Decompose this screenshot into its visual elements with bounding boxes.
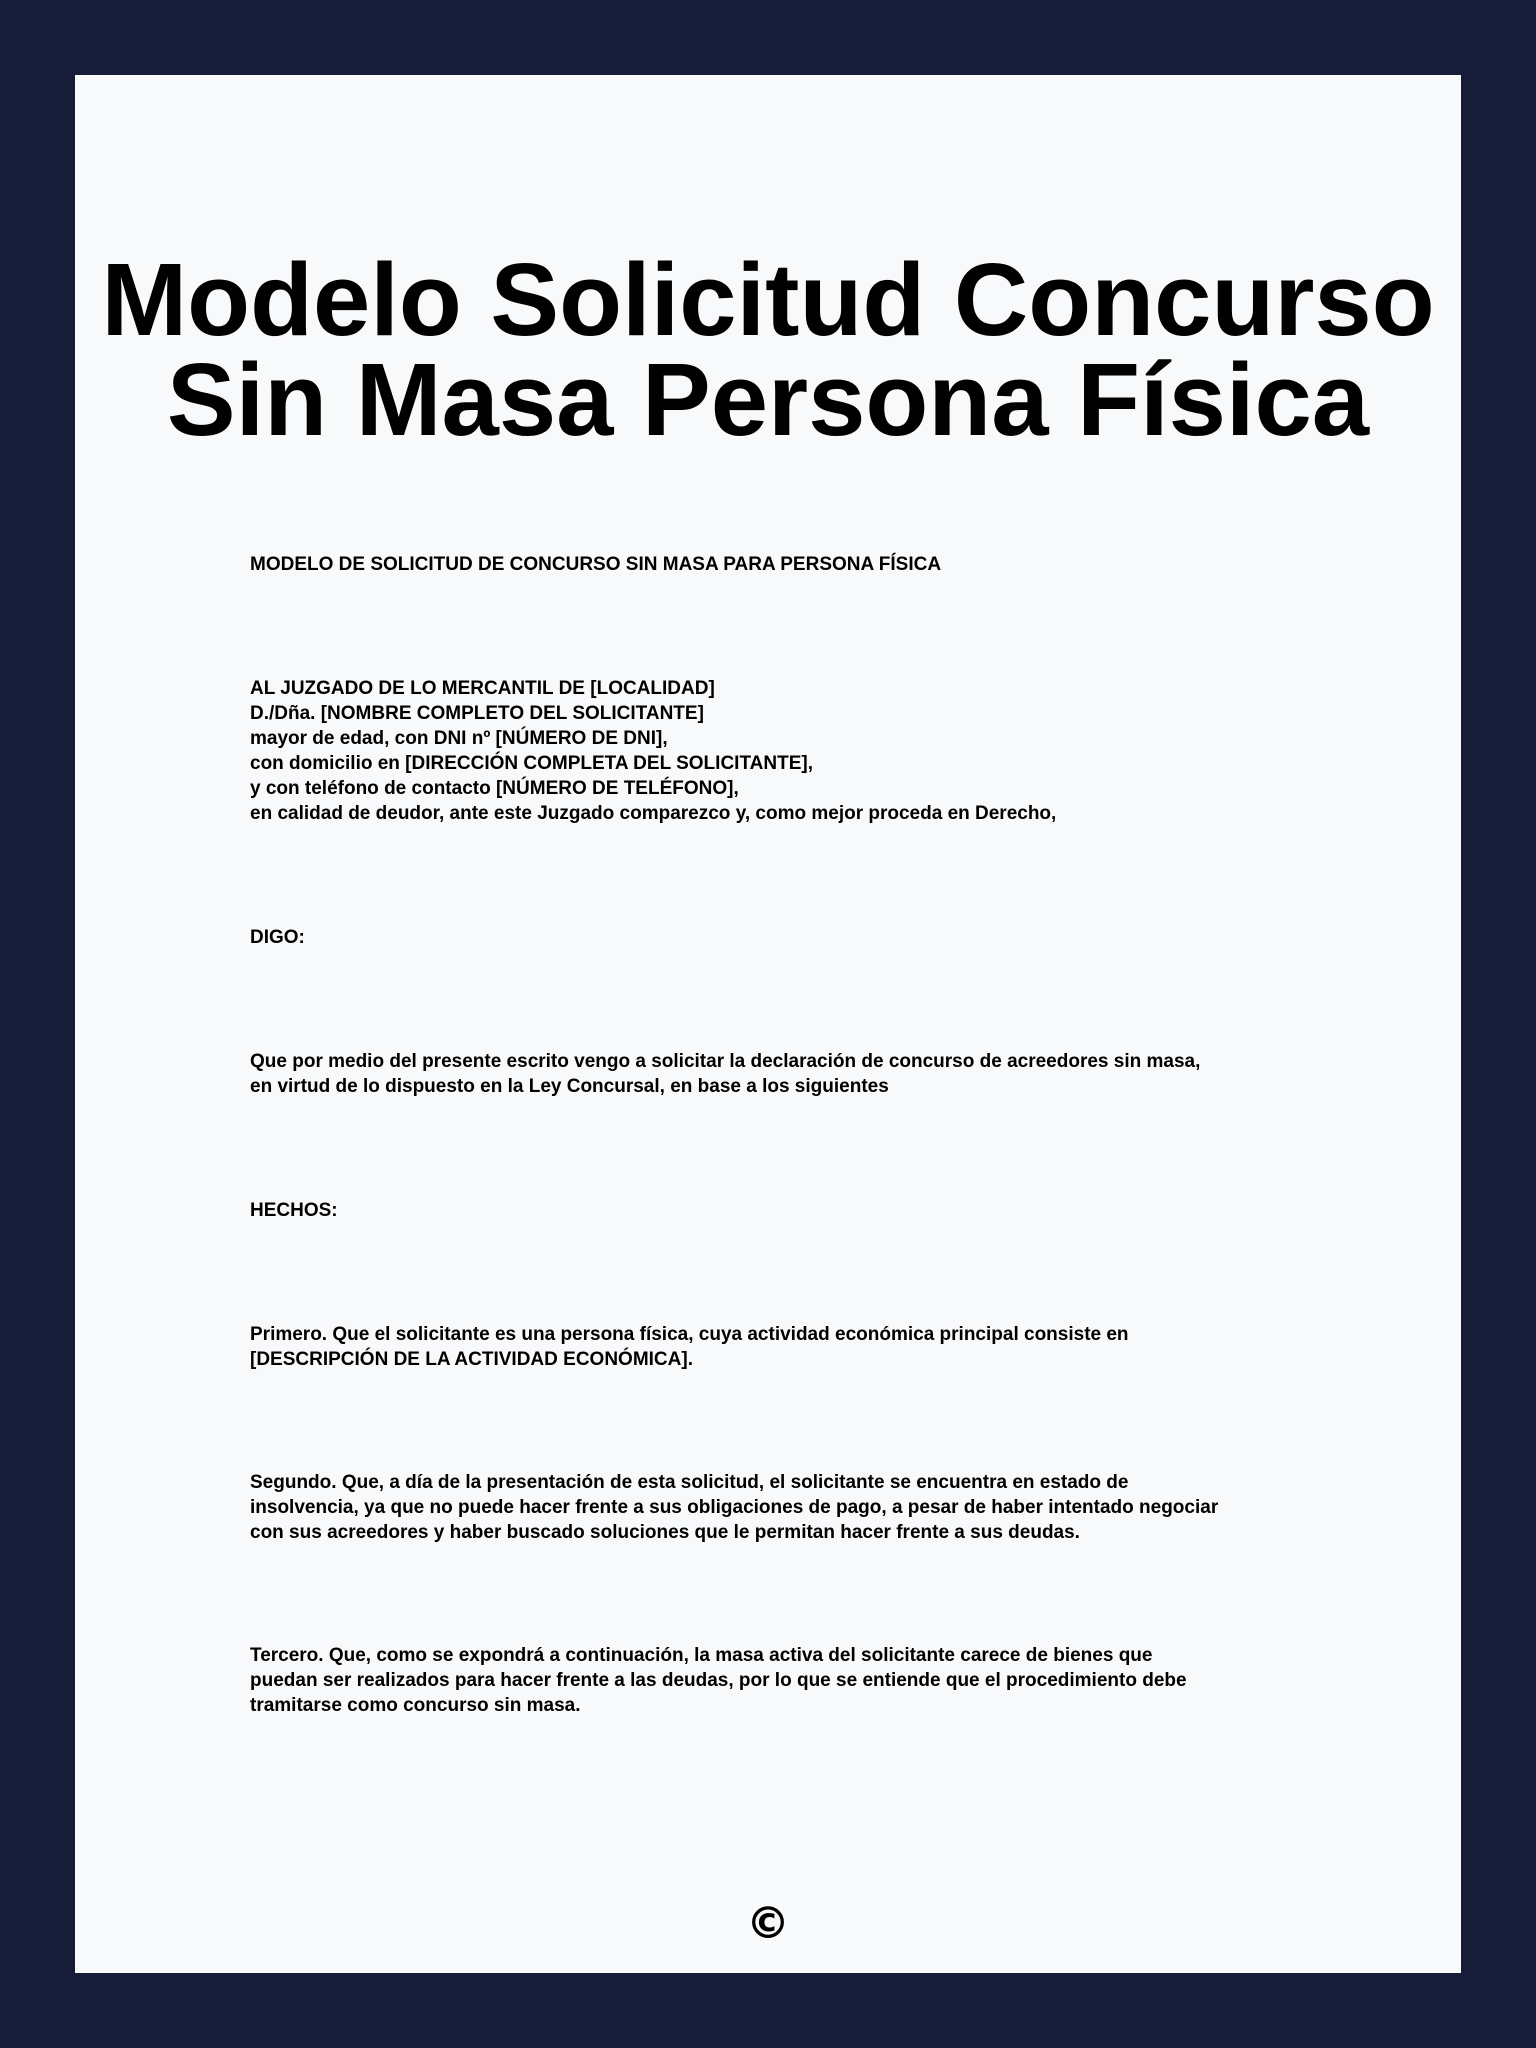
addressee-line: mayor de edad, con DNI nº [NÚMERO DE DNI], (250, 728, 668, 749)
document-title (75, 242, 1461, 457)
fact-primero (250, 1322, 1310, 1372)
document-heading (250, 552, 1310, 577)
digo-label (250, 925, 1310, 950)
fact-segundo-line: con sus acreedores y haber buscado soluciones que le permitan hacer frente a sus deudas. (250, 1522, 1080, 1543)
addressee-line: con domicilio en [DIRECCIÓN COMPLETA DEL SOLICITANTE], (250, 753, 813, 774)
request-line: Que por medio del presente escrito vengo a solicitar la declaración de concurso de acreedores sin masa, (250, 1051, 1201, 1072)
fact-tercero-line: Tercero. Que, como se expondrá a continuación, la masa activa del solicitante carece de bienes que (250, 1645, 1153, 1666)
addressee-block (250, 676, 1310, 826)
hechos-label-text: HECHOS: (250, 1200, 338, 1221)
request-line: en virtud de lo dispuesto en la Ley Concursal, en base a los siguientes (250, 1076, 889, 1097)
hechos-label (250, 1198, 1310, 1223)
document-page (75, 75, 1461, 1973)
fact-segundo-line: Segundo. Que, a día de la presentación de esta solicitud, el solicitante se encuentra en estado de (250, 1472, 1129, 1493)
addressee-line: D./Dña. [NOMBRE COMPLETO DEL SOLICITANTE] (250, 703, 704, 724)
fact-segundo-line: insolvencia, ya que no puede hacer frente a sus obligaciones de pago, a pesar de haber intentado negociar (250, 1497, 1219, 1518)
fact-tercero-line: puedan ser realizados para hacer frente a las deudas, por lo que se entiende que el procedimiento debe (250, 1670, 1187, 1691)
addressee-line: en calidad de deudor, ante este Juzgado comparezco y, como mejor proceda en Derecho, (250, 803, 1057, 824)
fact-segundo (250, 1470, 1310, 1545)
fact-tercero (250, 1643, 1310, 1718)
addressee-line: y con teléfono de contacto [NÚMERO DE TELÉFONO], (250, 778, 739, 799)
fact-primero-line: Primero. Que el solicitante es una persona física, cuya actividad económica principal consiste en (250, 1324, 1129, 1345)
document-title-line-1: Modelo Solicitud Concurso (101, 242, 1435, 357)
document-body (250, 552, 1310, 1718)
addressee-line: AL JUZGADO DE LO MERCANTIL DE [LOCALIDAD] (250, 678, 715, 699)
copyright-icon: © (746, 1898, 790, 1949)
fact-primero-line: [DESCRIPCIÓN DE LA ACTIVIDAD ECONÓMICA]. (250, 1349, 693, 1370)
fact-tercero-line: tramitarse como concurso sin masa. (250, 1695, 581, 1716)
document-heading-text: MODELO DE SOLICITUD DE CONCURSO SIN MASA PARA PERSONA FÍSICA (250, 554, 942, 575)
request-paragraph (250, 1049, 1310, 1099)
digo-label-text: DIGO: (250, 927, 305, 948)
document-title-line-2: Sin Masa Persona Física (166, 342, 1370, 457)
